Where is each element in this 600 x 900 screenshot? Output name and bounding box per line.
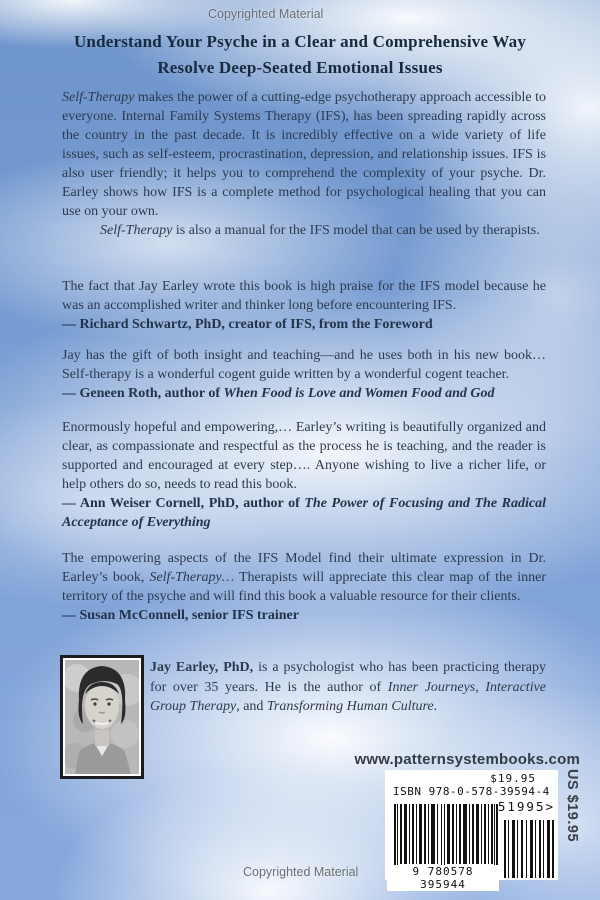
copyright-watermark-top: Copyrighted Material [208,7,324,21]
publisher-website: www.patternsystembooks.com [354,751,580,768]
author-photo [65,660,139,774]
quote-attribution: — Richard Schwartz, PhD, creator of IFS, from the Foreword [62,317,433,332]
bio-text: . [433,699,438,714]
quote-text [62,549,546,606]
intro-block [62,88,546,240]
quote-text: Jay has the gift of both insight and teaching—and he uses both in his new book… Self-therapy is a wonderful cogent guide written by a wonderful cogent teacher. [62,348,546,382]
author-bio [150,658,546,717]
copyright-watermark-bottom: Copyrighted Material [243,865,359,879]
quote-roth [62,346,546,403]
tagline-line2: Resolve Deep-Seated Emotional Issues [157,58,443,77]
tagline-block [0,29,600,81]
quote-cornell [62,418,546,532]
attribution-text: — Ann Weiser Cornell, PhD, author of [62,496,305,511]
author-name: Jay Earley, PhD, [150,660,254,675]
quote-text: The fact that Jay Earley wrote this book is high praise for the IFS model because he was an accomplished writer and thinker long before encountering IFS. [62,279,546,313]
barcode-digits: 9 780578 395944 [387,865,499,891]
attribution-book-title: When Food is Love and Women Food and God [223,386,495,401]
barcode-block [385,770,558,891]
price-vertical-label: US $19.95 [564,769,580,843]
tagline-line1: Understand Your Psyche in a Clear and Comprehensive Way [73,32,527,51]
bio-book-title-1: Inner Journeys [387,679,476,695]
barcode-supplement-number: 51995> [497,799,555,814]
intro-paragraph-2 [62,221,546,240]
quote-schwartz [62,277,546,334]
bio-book-title-2: Interactive Group Therapy [150,679,547,714]
barcode-price: $19.95 [490,772,536,785]
intro-paragraph-1-text: makes the power of a cutting-edge psychotherapy approach accessible to everyone. Internal Family Systems Therapy (IFS), has been spreading rapidly across the country in the past decade. It is incredibly effective on a wide variety of life issues, such as self-esteem, procrastination, depression, and relationship issues. IFS is also user friendly; it helps you to comprehend the complexity of your psyche. Dr. Earley shows how IFS is a complete method for psychological healing that you can use on your own. [62,90,546,219]
quote-text: Enormously hopeful and empowering,… Earley’s writing is beautifully organized and clear, as compassionate and respectful as the process he is teaching, and the reader is supported and encouraged at every step…. Anyone wishing to live a richer life, or help others do so, needs to read this book. [62,420,546,492]
bio-text: , and [236,699,267,714]
author-photo-frame [60,655,144,779]
bio-text: is a psychologist who has been practicing therapy for over 35 years. He is the author of [150,660,546,695]
quote-attribution [62,384,546,403]
quote-text-pre: The empowering aspects of the IFS Model find their ultimate expression in Dr. Earley’s book, [62,551,546,585]
quote-mcconnell [62,549,546,625]
quote-attribution [62,494,546,532]
barcode-isbn: ISBN 978-0-578-39594-4 [393,785,550,798]
ean-barcode [394,804,498,868]
quote-text-post: Therapists will appreciate this clear map of the inner territory of the psyche and will find this book a valuable resource for their clients. [62,570,546,604]
book-title-italic: Self-Therapy [100,223,173,238]
intro-paragraph-1 [62,88,546,221]
attribution-book-title: The Power of Focusing and The Radical Acceptance of Everything [62,496,546,530]
intro-paragraph-2-text: is also a manual for the IFS model that can be used by therapists. [172,223,540,238]
attribution-text: — Geneen Roth, author of [62,386,224,401]
ean-supplement-barcode [504,820,556,878]
bio-text: , [475,679,486,695]
quote-attribution: — Susan McConnell, senior IFS trainer [62,608,299,623]
book-title-italic: Self-Therapy [62,90,135,105]
bio-book-title-3: Transforming Human Culture [266,699,434,714]
quote-book-title: Self-Therapy… [149,570,235,585]
